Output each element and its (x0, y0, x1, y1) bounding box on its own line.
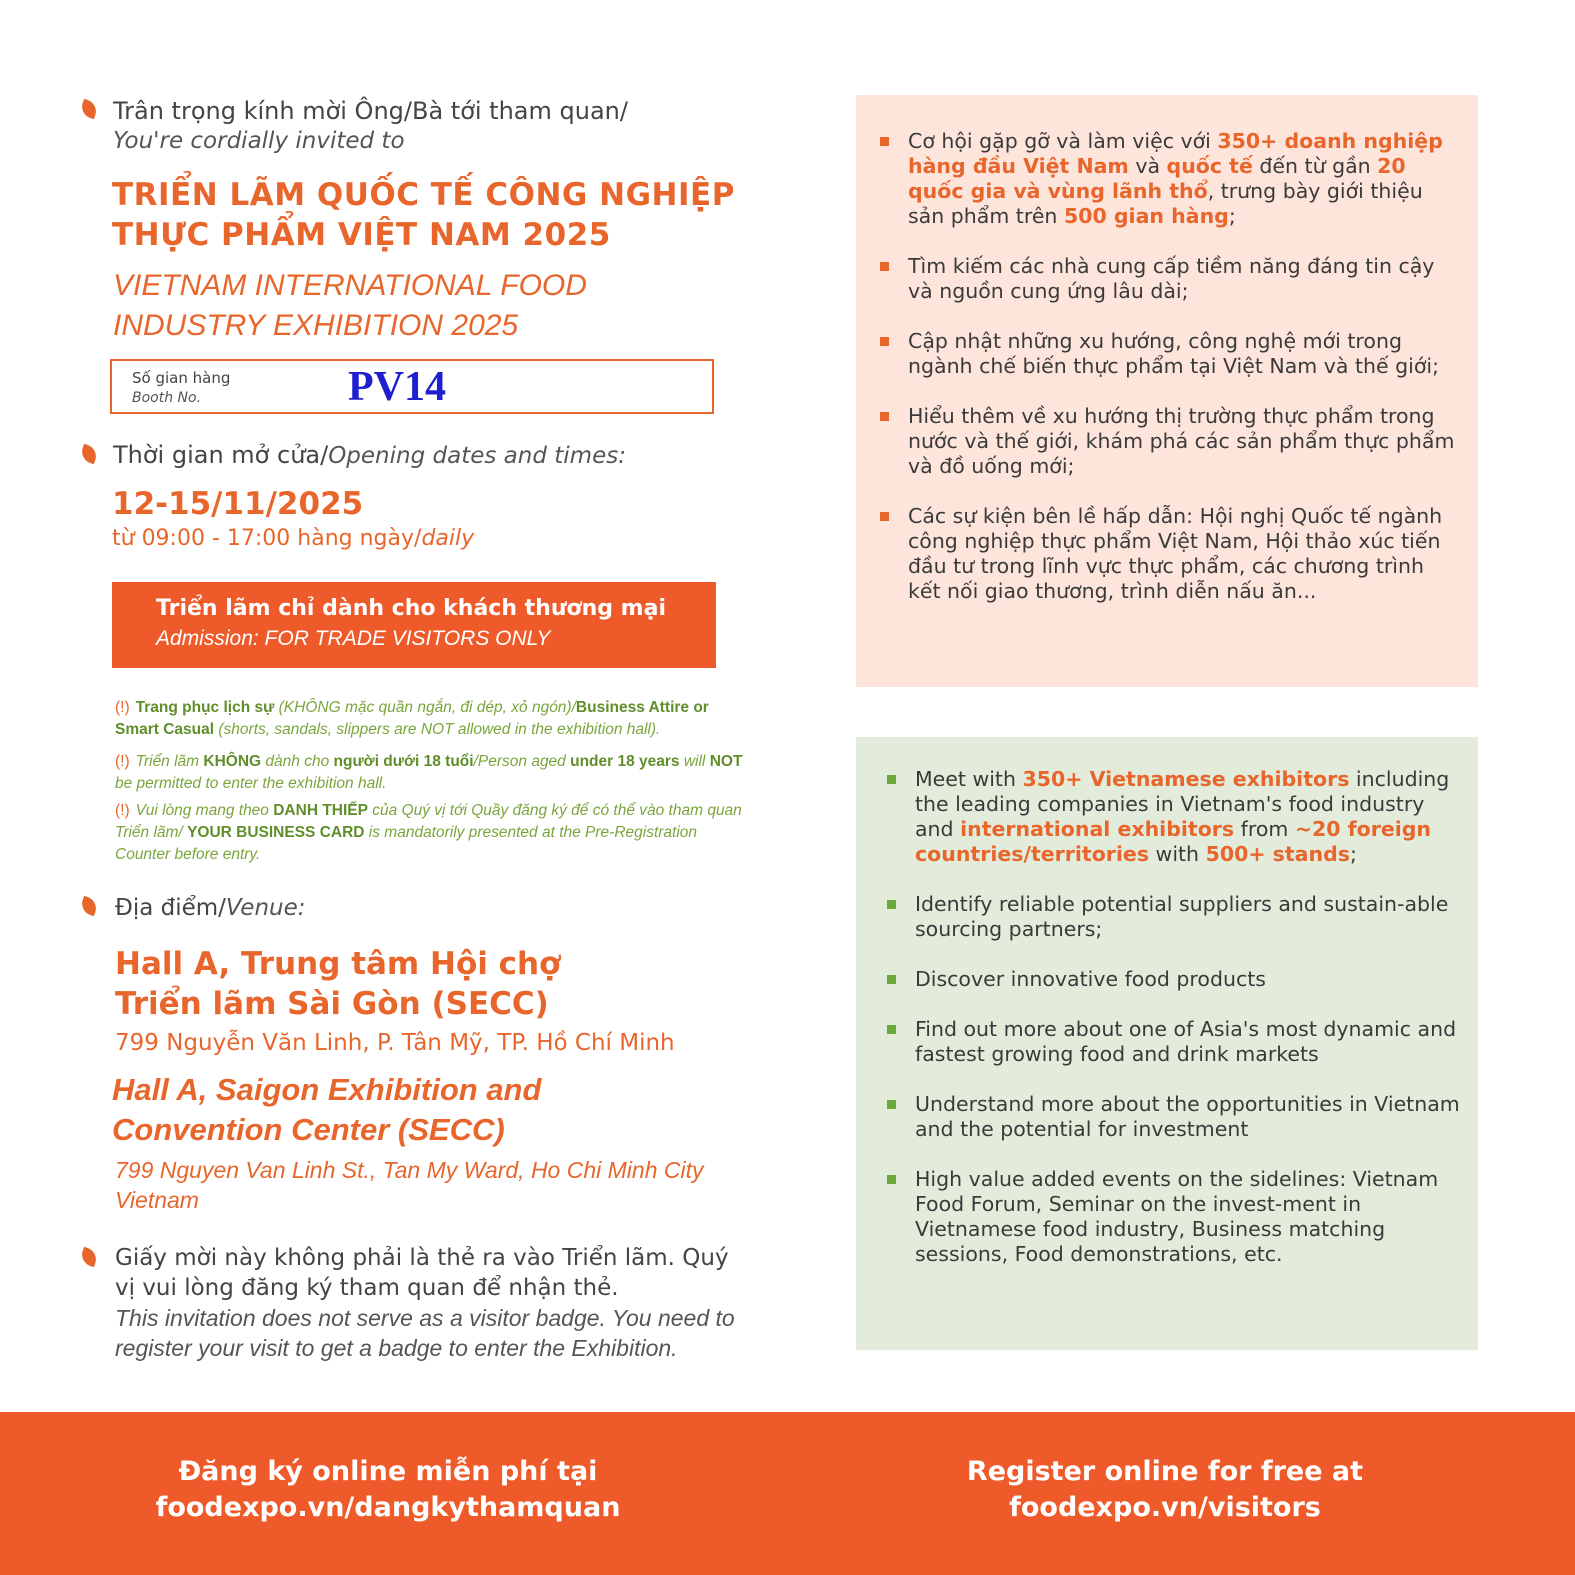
note-text: Trang phục lịch sự (135, 699, 275, 716)
opening-label-vn: Thời gian mở cửa/ (113, 441, 329, 469)
benefit-text: và (1128, 154, 1167, 178)
booth-label-vn: Số gian hàng (132, 369, 231, 387)
square-bullet-icon (887, 775, 896, 784)
benefit-text: Identify reliable potential suppliers and sustain-able sourcing partners; (915, 892, 1449, 941)
register-link-en[interactable] (815, 1454, 1515, 1526)
benefit-highlight: ~20 foreign countries/territories (915, 817, 1432, 866)
trade-banner-en: Admission: FOR TRADE VISITORS ONLY (156, 627, 551, 650)
register-url-en[interactable]: foodexpo.vn/visitors (1009, 1492, 1321, 1523)
note-dress-code (115, 697, 745, 741)
benefit-highlight: 500 gian hàng (1063, 204, 1229, 228)
note-text: (shorts, sandals, slippers are NOT allowed in the exhibition hall). (214, 721, 661, 738)
registration-footer (0, 1412, 1575, 1575)
title-en-line: INDUSTRY EXHIBITION 2025 (113, 309, 519, 342)
benefit-item (908, 404, 1460, 479)
benefit-text: Cập nhật những xu hướng, công nghệ mới trong ngành chế biến thực phẩm tại Việt Nam và thế giới; (908, 329, 1440, 378)
venue-label-vn: Địa điểm/ (115, 895, 226, 921)
benefit-text: ; (1228, 204, 1236, 228)
invitation-en: You're cordially invited to (113, 128, 405, 154)
benefit-text: Discover innovative food products (915, 967, 1266, 991)
square-bullet-icon (887, 1100, 896, 1109)
benefit-text: Cơ hội gặp gỡ và làm việc với (908, 129, 1218, 153)
benefit-highlight: 500+ stands (1205, 842, 1350, 866)
booth-box (110, 359, 714, 414)
note-text: Vui lòng mang theo (135, 802, 274, 819)
venue-vn-line: Triển lãm Sài Gòn (SECC) (115, 986, 549, 1022)
note-text: của Quý vị tới Quầy đăng ký để có thể vào tham quan Triển lãm/ (115, 802, 742, 841)
note-text: NOT (709, 753, 743, 770)
note-text: Triển lãm (135, 753, 204, 770)
benefit-highlight: 20 quốc gia và vùng lãnh thổ (908, 154, 1406, 203)
square-bullet-icon (880, 412, 889, 421)
benefit-item (915, 1092, 1460, 1142)
note-text: người dưới 18 tuổi (333, 753, 474, 770)
exhibition-title-en (113, 266, 733, 346)
square-bullet-icon (887, 1025, 896, 1034)
note-text: is mandatorily presented at the Pre-Registration Counter before entry. (115, 824, 698, 863)
square-bullet-icon (880, 512, 889, 521)
benefit-item (915, 967, 1460, 992)
benefit-text: from (1234, 817, 1295, 841)
exhibition-title-vn (112, 175, 772, 255)
benefit-item (915, 767, 1460, 867)
note-text: /Person aged (473, 753, 571, 770)
venue-en-line: Hall A, Saigon Exhibition and (112, 1072, 542, 1107)
benefit-item (908, 129, 1460, 229)
benefit-text: High value added events on the sidelines: Vietnam Food Forum, Seminar on the invest-ment in Vietnamese food industry, Business matching sessions, Food demonstrations, etc. (915, 1167, 1439, 1266)
venue-address-vn: 799 Nguyễn Văn Linh, P. Tân Mỹ, TP. Hồ Chí Minh (115, 1030, 675, 1056)
register-text-vn: Đăng ký online miễn phí tại (178, 1456, 598, 1487)
note-text: dành cho (261, 753, 334, 770)
venue-name-vn (115, 944, 560, 1024)
badge-notice-en: This invitation does not serve as a visitor badge. You need to register your visit to get a badge to enter the Exhibition. (115, 1305, 735, 1361)
booth-label-en: Booth No. (132, 390, 202, 406)
benefit-highlight: international exhibitors (960, 817, 1235, 841)
square-bullet-icon (887, 900, 896, 909)
note-text: be permitted to enter the exhibition hall. (115, 775, 387, 792)
title-vn-line: TRIỂN LÃM QUỐC TẾ CÔNG NGHIỆP (112, 177, 735, 213)
warning-mark: (!) (115, 699, 130, 716)
register-text-en: Register online for free at (966, 1456, 1364, 1487)
benefit-item (908, 254, 1460, 304)
square-bullet-icon (880, 337, 889, 346)
title-en-line: VIETNAM INTERNATIONAL FOOD (113, 269, 587, 302)
address-en-line: 799 Nguyen Van Linh St., Tan My Ward, Ho Chi Minh City (115, 1157, 704, 1183)
note-text: Business Attire or Smart Casual (115, 699, 709, 738)
venue-label (115, 895, 306, 921)
invitation-vn: Trân trọng kính mời Ông/Bà tới tham quan/ (113, 97, 628, 125)
benefit-text: Tìm kiếm các nhà cung cấp tiềm năng đáng tin cậy và nguồn cung ứng lâu dài; (908, 254, 1435, 303)
square-bullet-icon (880, 137, 889, 146)
benefit-item (915, 1167, 1460, 1267)
venue-en-line: Convention Center (SECC) (112, 1112, 505, 1147)
venue-address-en (115, 1155, 755, 1215)
benefit-item (915, 892, 1460, 942)
leaf-bullet-icon (79, 1247, 100, 1268)
badge-notice-vn: Giấy mời này không phải là thẻ ra vào Triển lãm. Quý vị vui lòng đăng ký tham quan để nhận thẻ. (115, 1245, 729, 1301)
leaf-bullet-icon (79, 444, 100, 465)
square-bullet-icon (880, 262, 889, 271)
venue-vn-line: Hall A, Trung tâm Hội chợ (115, 946, 561, 982)
warning-mark: (!) (115, 753, 130, 770)
hours-vn: từ 09:00 - 17:00 hàng ngày/ (112, 526, 422, 551)
booth-number: PV14 (348, 364, 446, 410)
benefits-panel-en (856, 737, 1478, 1350)
benefit-text: , trưng bày giới thiệu sản phẩm trên (908, 179, 1423, 228)
benefit-item (908, 329, 1460, 379)
opening-dates: 12-15/11/2025 (112, 486, 364, 522)
note-text: (KHÔNG mặc quần ngắn, đi dép, xỏ ngón)/ (274, 699, 576, 716)
benefit-text: Find out more about one of Asia's most dynamic and fastest growing food and drink markets (915, 1017, 1457, 1066)
register-url-vn[interactable]: foodexpo.vn/dangkythamquan (155, 1492, 621, 1523)
benefit-highlight: quốc tế (1166, 154, 1253, 178)
benefit-item (908, 504, 1460, 604)
benefit-text: Các sự kiện bên lề hấp dẫn: Hội nghị Quốc tế ngành công nghiệp thực phẩm Việt Nam, Hội thảo xúc tiến đầu tư trong lĩnh vực thực phẩm, các chương trình kết nối giao thương, trình diễn nấu ăn... (908, 504, 1443, 603)
leaf-bullet-icon (79, 99, 100, 120)
venue-label-en: Venue: (225, 895, 306, 921)
benefit-highlight: 350+ doanh nghiệp hàng đầu Việt Nam (908, 129, 1443, 178)
benefit-text: Understand more about the opportunities in Vietnam and the potential for investment (915, 1092, 1460, 1141)
register-link-vn[interactable] (38, 1454, 738, 1526)
benefit-item (915, 1017, 1460, 1067)
leaf-bullet-icon (79, 896, 100, 917)
note-text: under 18 years (570, 753, 680, 770)
benefit-text: đến từ gần (1252, 154, 1378, 178)
square-bullet-icon (887, 1175, 896, 1184)
opening-hours (112, 526, 474, 551)
opening-label (113, 441, 626, 469)
benefit-text: including the leading companies in Vietnam's food industry and (915, 767, 1450, 841)
benefit-highlight: 350+ Vietnamese exhibitors (1022, 767, 1350, 791)
title-vn-line: THỰC PHẨM VIỆT NAM 2025 (112, 217, 611, 253)
benefits-panel-vn (856, 95, 1478, 687)
note-text: YOUR BUSINESS CARD (187, 824, 365, 841)
warning-mark: (!) (115, 802, 130, 819)
benefit-text: with (1149, 842, 1206, 866)
note-age-limit (115, 751, 745, 795)
note-text: DANH THIẾP (273, 802, 368, 819)
square-bullet-icon (887, 975, 896, 984)
note-text: KHÔNG (203, 753, 262, 770)
note-text: will (679, 753, 710, 770)
note-business-card (115, 800, 745, 866)
benefits-list-en (915, 767, 1460, 1292)
hours-en: daily (421, 526, 475, 551)
benefit-text: Meet with (915, 767, 1023, 791)
venue-name-en (112, 1070, 541, 1150)
trade-visitors-banner (112, 582, 716, 668)
benefit-text: ; (1349, 842, 1357, 866)
benefit-text: Hiểu thêm về xu hướng thị trường thực phẩm trong nước và thế giới, khám phá các sản phẩm thực phẩm và đồ uống mới; (908, 404, 1455, 478)
trade-banner-vn: Triển lãm chỉ dành cho khách thương mại (156, 596, 666, 621)
address-en-line: Vietnam (115, 1187, 199, 1213)
opening-label-en: Opening dates and times: (328, 443, 626, 469)
benefits-list-vn (908, 129, 1460, 629)
